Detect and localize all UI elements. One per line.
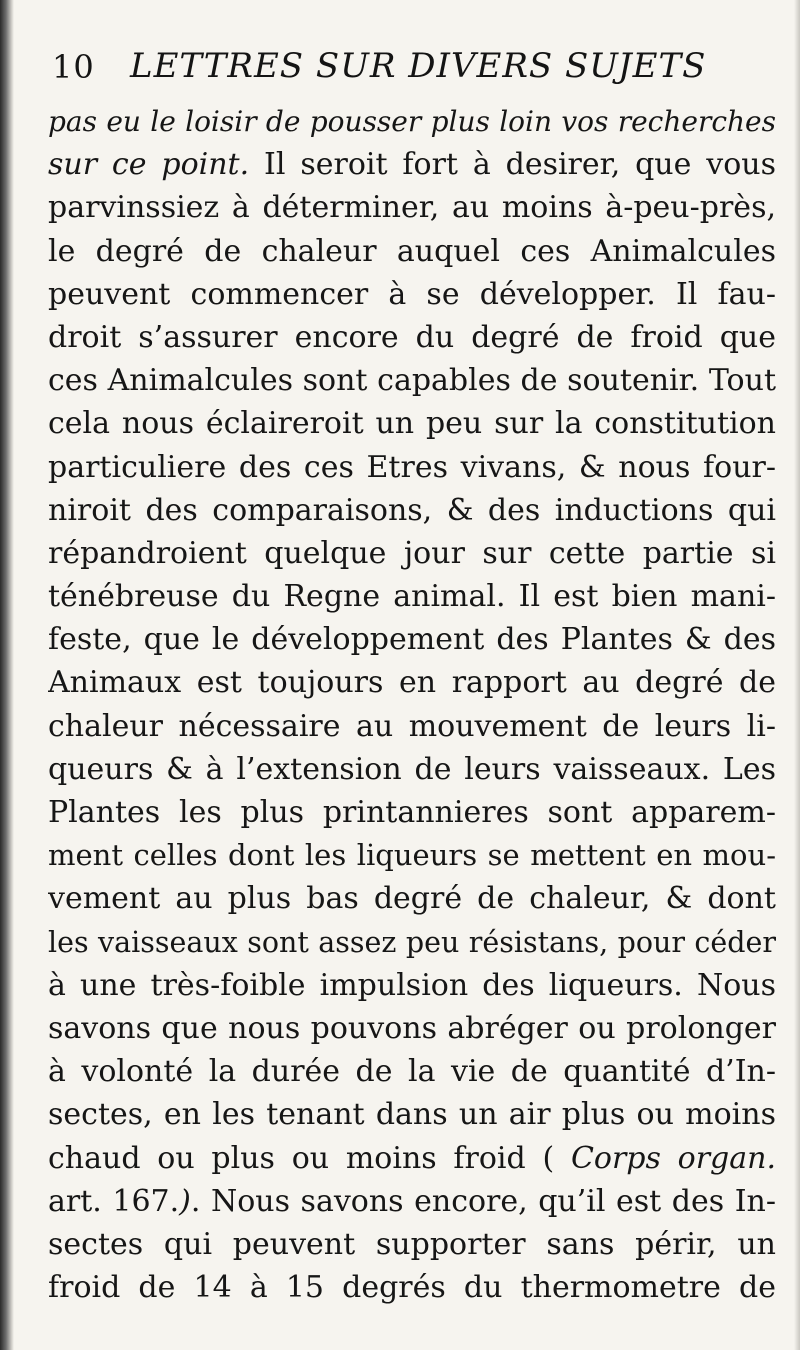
text-line [48, 489, 776, 532]
text-segment: les vaisseaux sont assez peu résistans, pour céder [48, 925, 776, 959]
italic-text: Corps organ. [570, 1140, 776, 1176]
text-segment: Plantes les plus printannieres sont apparem- [48, 795, 776, 830]
text-segment: art. 167. [48, 1183, 180, 1219]
text-segment: niroit des comparaisons, & des inductions qui [48, 492, 776, 528]
text-segment: Animaux est toujours en rapport au degré de [48, 665, 776, 701]
text-line [48, 748, 776, 791]
text-line [48, 964, 776, 1007]
text-line [48, 921, 776, 964]
italic-text: pas eu le loisir de pousser plus loin vos recherches [48, 105, 776, 138]
text-segment: Il seroit fort à desirer, que vous [249, 147, 776, 183]
text-line [48, 359, 776, 402]
text-line [48, 230, 776, 273]
page-number: 10 [52, 48, 95, 86]
text-line [48, 791, 776, 834]
text-segment: le degré de chaleur auquel ces Animalcules [48, 233, 776, 269]
text-line [48, 575, 776, 618]
text-segment: sectes, en les tenant dans un air plus ou moins [48, 1097, 776, 1133]
text-segment: savons que nous pouvons abréger ou prolonger [48, 1010, 776, 1046]
text-line [48, 1007, 776, 1050]
text-segment: ces Animalcules sont capables de soutenir. Tout [48, 363, 776, 399]
body-text [48, 100, 776, 1309]
text-segment: chaud ou plus ou moins froid ( [48, 1140, 571, 1176]
text-line [48, 1050, 776, 1093]
text-line [48, 186, 776, 229]
text-segment: répandroient quelque jour sur cette partie si [48, 535, 776, 571]
text-line [48, 1093, 776, 1136]
text-line [48, 446, 776, 489]
text-line [48, 143, 776, 186]
text-segment: particuliere des ces Etres vivans, & nous four- [48, 449, 776, 485]
text-line [48, 1223, 776, 1266]
text-segment: droit s’assurer encore du degré de froid que [48, 319, 776, 355]
text-line [48, 273, 776, 316]
text-segment: peuvent commencer à se développer. Il fau- [48, 276, 776, 312]
text-segment: vement au plus bas degré de chaleur, & dont [48, 881, 776, 917]
text-line [48, 1137, 776, 1180]
text-segment: à une très-foible impulsion des liqueurs. Nous [48, 967, 776, 1003]
text-line [48, 705, 776, 748]
text-line [48, 661, 776, 704]
text-line [48, 834, 776, 877]
text-segment: ténébreuse du Regne animal. Il est bien mani- [48, 579, 776, 615]
italic-text: ) [179, 1183, 191, 1219]
binding-shadow [0, 0, 14, 1350]
text-line [48, 100, 776, 143]
running-title: LETTRES SUR DIVERS SUJETS [130, 46, 707, 86]
text-segment: sectes qui peuvent supporter sans périr, un [48, 1226, 776, 1262]
text-segment: ment celles dont les liqueurs se mettent en mou- [48, 838, 776, 873]
page-header [52, 42, 752, 92]
text-line [48, 1180, 776, 1223]
text-line [48, 877, 776, 920]
text-segment: . Nous savons encore, qu’il est des In- [190, 1183, 776, 1219]
text-segment: cela nous éclaireroit un peu sur la constitution [48, 406, 776, 442]
page-edge [794, 0, 800, 1350]
text-line [48, 402, 776, 445]
text-line [48, 1266, 776, 1309]
text-segment: froid de 14 à 15 degrés du thermometre de [48, 1270, 776, 1306]
text-segment: queurs & à l’extension de leurs vaisseaux. Les [48, 751, 776, 787]
text-segment: feste, que le développement des Plantes & des [48, 622, 776, 658]
text-line [48, 316, 776, 359]
text-segment: chaleur nécessaire au mouvement de leurs li- [48, 708, 776, 744]
text-line [48, 532, 776, 575]
text-segment: parvinssiez à déterminer, au moins à-peu-près, [48, 190, 776, 226]
text-line [48, 618, 776, 661]
italic-text: sur ce point. [48, 147, 250, 183]
text-segment: à volonté la durée de la vie de quantité d’In- [48, 1054, 776, 1090]
